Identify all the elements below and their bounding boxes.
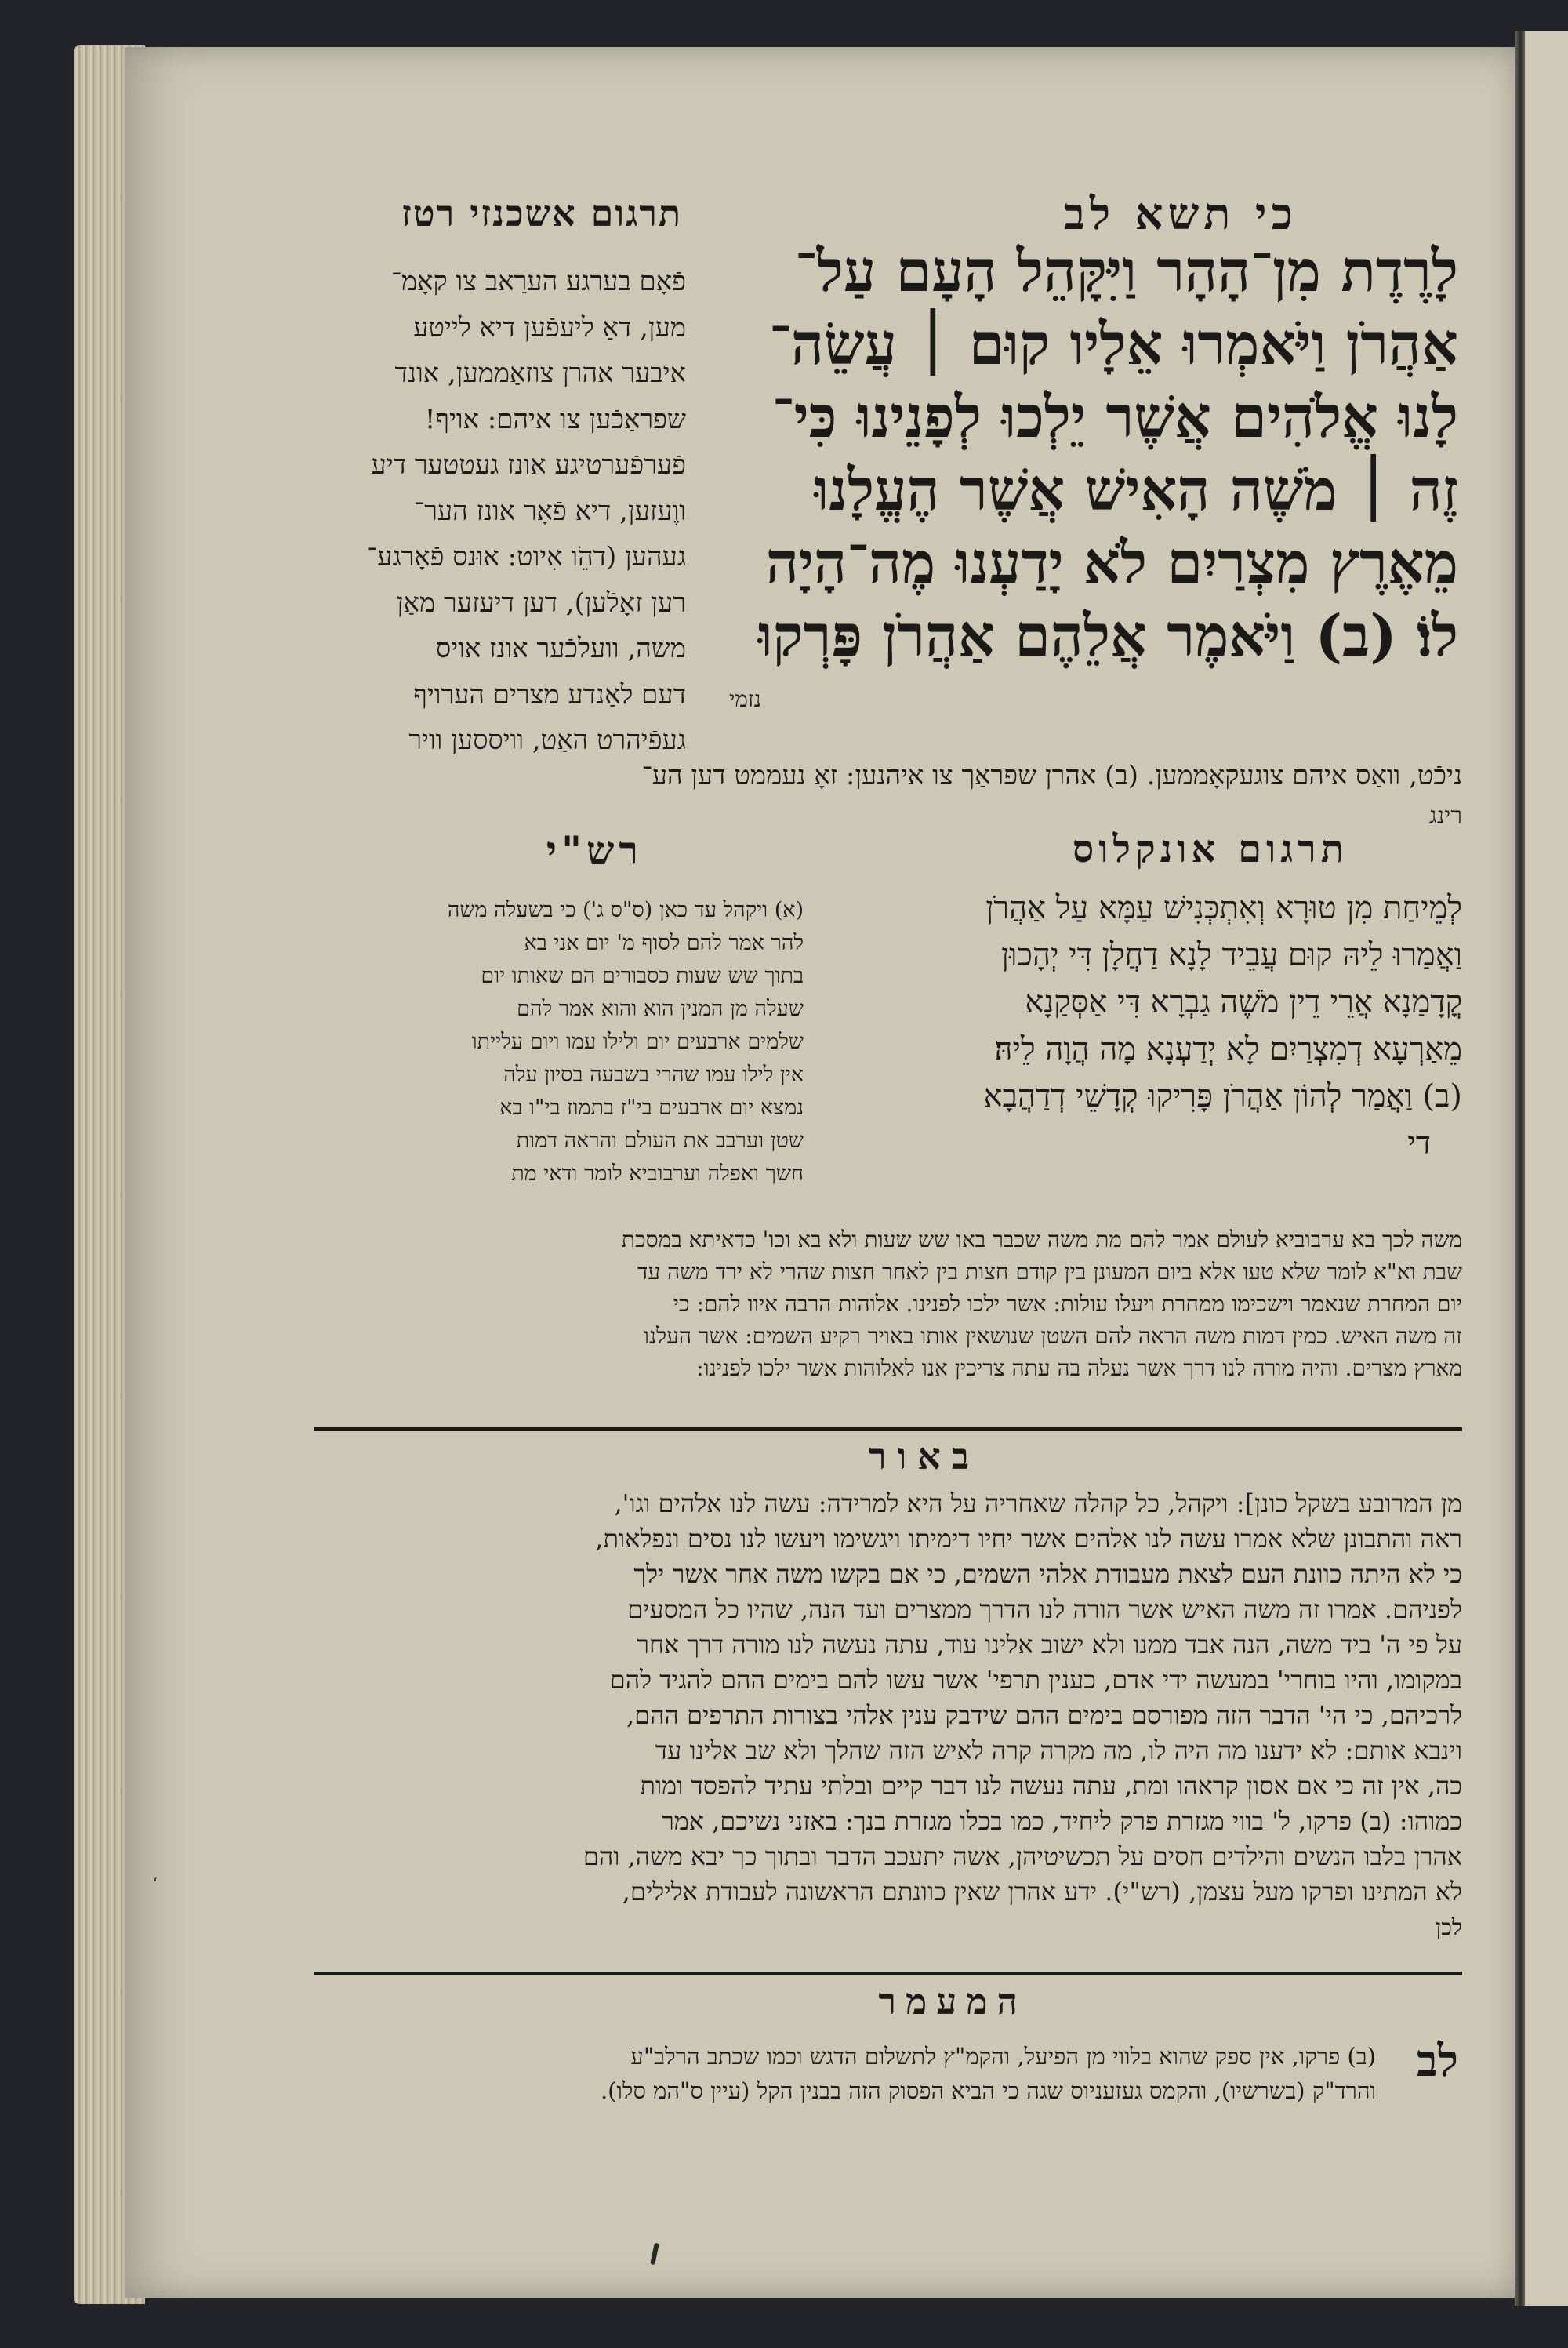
rashi-line: בתוך שש שעות כסבורים הם שאותו יום bbox=[481, 964, 804, 988]
onkelos-line: לְמֵיחַת מִן טוּרָא וְאִתְכְּנִישׁ עַמָּא עַל אַהֲרֹן bbox=[985, 890, 1462, 926]
biur-line: על פי ה' ביד משה, הנה אבד ממנו ולא ישוב אלינו עוד, עתה נעשה לנו מורה דרך אחר bbox=[637, 1630, 1462, 1659]
rashi-line: שעלה מן המנין הוא והוא אמר להם bbox=[517, 997, 804, 1021]
verse-block bbox=[721, 235, 1458, 673]
onkelos-text bbox=[819, 885, 1462, 1167]
verse-line: לָנוּ אֱלֹהִים אֲשֶׁר יֵלְכוּ לְפָנֵינוּ כִּי־ bbox=[771, 383, 1458, 451]
rashi-line: אין לילו עמו שהרי בשבעה בסיון עלה bbox=[503, 1063, 804, 1087]
verse-catchword: נזמי bbox=[729, 686, 761, 712]
yiddish-cont-line: רינג bbox=[1428, 802, 1462, 830]
verse-line: זֶה ׀ מֹשֶׁה הָאִישׁ אֲשֶׁר הֶעֱלָנוּ bbox=[814, 456, 1458, 524]
biur-line: לרכיהם, כי הי' הדבר הזה מפורסם בימים ההם שידבק ענין אלהי בצורות התרפים ההם, bbox=[626, 1700, 1462, 1730]
rashi-continuation bbox=[310, 1223, 1462, 1384]
yiddish-continuation bbox=[310, 755, 1462, 837]
verse-line: לָרֶדֶת מִן־הָהָר וַיִּקָּהֵל הָעָם עַל־ bbox=[794, 238, 1458, 305]
running-header-right: כי תשא לב bbox=[1064, 188, 1298, 240]
yiddish-line: משה, וועלכֿער אונז אויס bbox=[435, 633, 686, 664]
rashi-cont-line: זה משה האיש. כמין דמות משה הראה להם השטן שנושאין אותו באויר רקיע השמים: אשר העלנו bbox=[643, 1323, 1462, 1349]
yiddish-line: געהען (דהֵֹו אִיוט: אוּנס פֿאָרגע־ bbox=[367, 541, 686, 572]
rashi-line: שלמים ארבעים יום ולילו עמו ויום עלייתו bbox=[471, 1030, 804, 1054]
running-header-left: תרגום אשכנזי רטז bbox=[401, 192, 682, 234]
book-gutter bbox=[1515, 31, 1526, 2306]
onkelos-line: קֳדָמַנָא אֲרֵי דֵין מֹשֶׁה גַבְרָא דִּי אַסְּקַנָא bbox=[1025, 984, 1462, 1020]
rashi-cont-line: יום המחרת שנאמר וישכימו ממחרת ויעלו עולות: אשר ילכו לפנינו. אלוהות הרבה איוו להם: כי bbox=[673, 1291, 1462, 1317]
verse-line: מֵאֶרֶץ מִצְרַיִם לֹא יָדַעְנוּ מֶה־הָיָה bbox=[765, 529, 1458, 597]
rashi-line: שטן וערבב את העולם והראה דמות bbox=[516, 1129, 804, 1153]
rashi-line: (א) ויקהל עד כאן (ס"ס ג') כי בשעלה משה bbox=[447, 898, 804, 922]
biur-line: מן המרובע בשקל כונן]: ויקהל, כל קהלה שאחריה על היא למרידה: עשה לנו אלהים וגו', bbox=[614, 1488, 1462, 1518]
rashi-text bbox=[314, 894, 804, 1190]
yiddish-line: ווֶעזען, דיא פֿאָר אונז הער־ bbox=[414, 495, 686, 527]
biur-title: באור bbox=[868, 1435, 980, 1477]
hameamar-line: והרד"ק (בשרשיו), והקמס געזעניוס שגה כי הביא הפסוק הזה בבנין הקל (עיין ס"המ סלו). bbox=[600, 2077, 1376, 2104]
facing-page-edge bbox=[1525, 31, 1568, 2306]
biur-line: כה, אין זה כי אם אסון קראהו ומת, עתה נעשה לנו דבר קיים ובלתי עתיד להפסד ומות bbox=[640, 1771, 1462, 1801]
yiddish-line: דעם לאַנדע מצרים הערויף bbox=[413, 678, 686, 711]
onkelos-line: (ב) וַאֲמַר לְהוֹן אַהֲרֹן פָּרִיקוּ קְדָשֵׁי דְדַהֲבָא bbox=[983, 1078, 1462, 1114]
onkelos-line: מֵאַרְעָא דְמִצְרַיִם לָא יְדַעְנָא מָה הֲוָה לֵיהּ׃ bbox=[994, 1031, 1462, 1067]
biur-line: לא המתינו ופרקו מעל עצמן, (רש"י). ידע אהרן שאין כוונתם הראשונה לעבודת אלילים, bbox=[622, 1877, 1462, 1906]
hameamar-text bbox=[310, 2039, 1376, 2108]
rashi-line: להר אמר להם לסוף מ' יום אני בא bbox=[524, 931, 804, 955]
yiddish-line: געפֿיהרט האַט, וויססען וויר bbox=[408, 725, 686, 756]
biur-line: כמוהו: (ב) פרקו, ל' בווי מגזרת פרק ליחיד, כמו בכלו מגזרת בנך: באזני נשיכם, אמר bbox=[662, 1806, 1462, 1836]
rashi-cont-line: משה לכך בא ערבוביא לעולם אמר להם מת משה שכבר באו שש שעות ולא בא וכו' כדאיתא במסכת bbox=[621, 1227, 1462, 1252]
biur-line: לפניהם. אמרו זה משה האיש אשר הורה לנו הדרך ממצרים ועד הנה, שהיו כל המסעים bbox=[627, 1594, 1462, 1624]
biur-text bbox=[310, 1486, 1462, 1945]
onkelos-line: וַאֲמַרוּ לֵיהּ קוּם עֲבֵיד לָנָא דַחֲלָן דִּי יְהָכוּן bbox=[1000, 937, 1462, 973]
hameamar-line: (ב) פרקו, אין ספק שהוא בלווי מן הפיעל, והקמ"ץ לתשלום הדגש וכמו שכתב הרלב"ע bbox=[630, 2043, 1376, 2070]
yiddish-line: איבער אהרן צוזאַממען, אונד bbox=[394, 358, 686, 389]
biur-line: כי לא היתה כוונת העם לצאת מעבודת אלהי השמים, כי אם בקשו משה אחר אשר ילך bbox=[633, 1559, 1462, 1589]
onkelos-title: תרגום אונקלוס bbox=[1072, 827, 1348, 871]
page-letter: לב bbox=[1416, 2035, 1458, 2087]
hameamar-title: המעמר bbox=[878, 1980, 1027, 2023]
verse-line: לוֹ׃ (ב) וַיֹּאמֶר אֲלֵהֶם אַהֲרֹן פָּרְקוּ bbox=[757, 602, 1458, 670]
yiddish-line: מען, דאַ ליעפֿען דיא לייטע bbox=[413, 311, 686, 343]
yiddish-line: פֿאָם בערגע הערַאב צו קאָמ־ bbox=[390, 266, 686, 297]
yiddish-line: פֿערפֿערטיגע אונז געטטער דיע bbox=[371, 449, 686, 481]
biur-line: אהרן בלבו הנשים והילדים חסים על תכשיטיהן, אשה יתעכב הדבר ובתוך כך יבא משה, והם bbox=[583, 1841, 1462, 1871]
yiddish-translation bbox=[310, 259, 686, 764]
biur-line: במקומו, והיו בוחרי' במעשה ידי אדם, כענין תרפי' אשר עשו להם בימים ההם להגיד להם bbox=[609, 1665, 1462, 1695]
onkelos-line: די bbox=[1407, 1125, 1431, 1161]
rashi-cont-line: שבת וא"א לומר שלא טעו אלא ביום המעונן בין קודם חצות בין לאחר חצות שהרי לא ירד משה עד bbox=[637, 1259, 1462, 1285]
rashi-line: חשך ואפלה וערבוביא לומר ודאי מת bbox=[511, 1161, 804, 1186]
yiddish-line: שפראַכֿען צו איהם: אויף! bbox=[424, 403, 686, 435]
rashi-line: נמצא יום ארבעים בי"ז בתמוז בי"ו בא bbox=[499, 1096, 804, 1120]
margin-mark: ʻ bbox=[153, 1874, 158, 1893]
section-divider bbox=[314, 1972, 1462, 1975]
biur-line: לכן bbox=[1436, 1914, 1462, 1940]
verse-line: אַהֲרֹן וַיֹּאמְרוּ אֵלָיו קוּם ׀ עֲשֵׂה־ bbox=[768, 311, 1458, 378]
biur-line: וינבא אותם: לא ידענו מה היה לו, מה מקרה קרה לאיש הזה שהלך ולא שב אלינו עד bbox=[655, 1736, 1462, 1765]
rashi-title: רש"י bbox=[546, 827, 643, 874]
yiddish-cont-line: ניכֿט, וואַס איהם צוגעקאָממען. (ב) אהרן שפראַך צו איהנען: זאָ נעממט דען הע־ bbox=[641, 760, 1462, 791]
rashi-cont-line: מארץ מצרים. והיה מורה לנו דרך אשר נעלה בה עתה צריכין אנו לאלוהות אשר ילכו לפנינו: bbox=[696, 1355, 1462, 1381]
yiddish-line: רען זאָלֿען), דען דיעזער מאַן bbox=[396, 587, 686, 619]
section-divider bbox=[314, 1427, 1462, 1431]
biur-line: ראה והתבונן שלא אמרו עשה לנו אלהים אשר יחיו דימיתו ויגשימו ויעשו לנו נסים ונפלאות, bbox=[595, 1524, 1462, 1554]
